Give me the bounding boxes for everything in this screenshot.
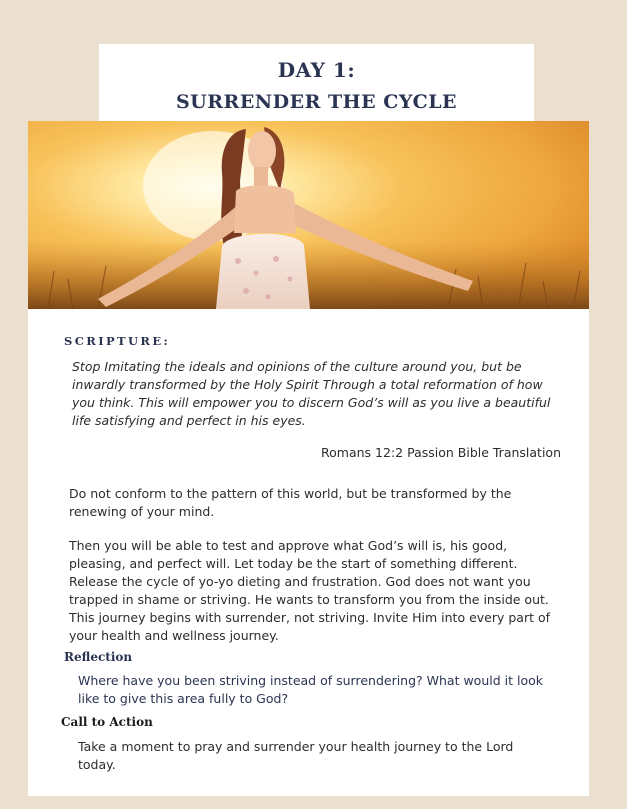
reflection-heading: Reflection bbox=[64, 650, 133, 664]
call-to-action-heading: Call to Action bbox=[61, 715, 153, 729]
hero-image bbox=[28, 121, 589, 309]
reflection-text: Where have you been striving instead of surrendering? What would it look like to give this area fully to God? bbox=[78, 673, 543, 706]
scripture-citation: Romans 12:2 Passion Bible Translation bbox=[321, 445, 561, 460]
call-to-action-text: Take a moment to pray and surrender your health journey to the Lord today. bbox=[78, 739, 514, 772]
scripture-verse: Stop Imitating the ideals and opinions of the culture around you, but be inwardly transformed by the Holy Spirit Through a total reformation of how you think. This will empower you to discern God’s will as you live a beautiful life satisfying and perfect in his eyes. bbox=[72, 359, 551, 428]
scripture-label: SCRIPTURE: bbox=[64, 334, 171, 348]
body-paragraph-1: Do not conform to the pattern of this world, but be transformed by the renewing of your mind. bbox=[69, 486, 512, 519]
page-title: SURRENDER THE CYCLE bbox=[175, 91, 458, 113]
title-box bbox=[99, 44, 534, 124]
body-paragraph-2: Then you will be able to test and approve what God’s will is, his good, pleasing, and perfect will. Let today be the start of something different. Release the cycle of yo-yo dieting and frustration. God does not want you trapped in shame or striving. He wants to transform you from the inside out. This journey begins with surrender, not striving. Invite Him into every part of your health and wellness journey. bbox=[69, 538, 551, 643]
day-label: DAY 1: bbox=[277, 58, 356, 82]
